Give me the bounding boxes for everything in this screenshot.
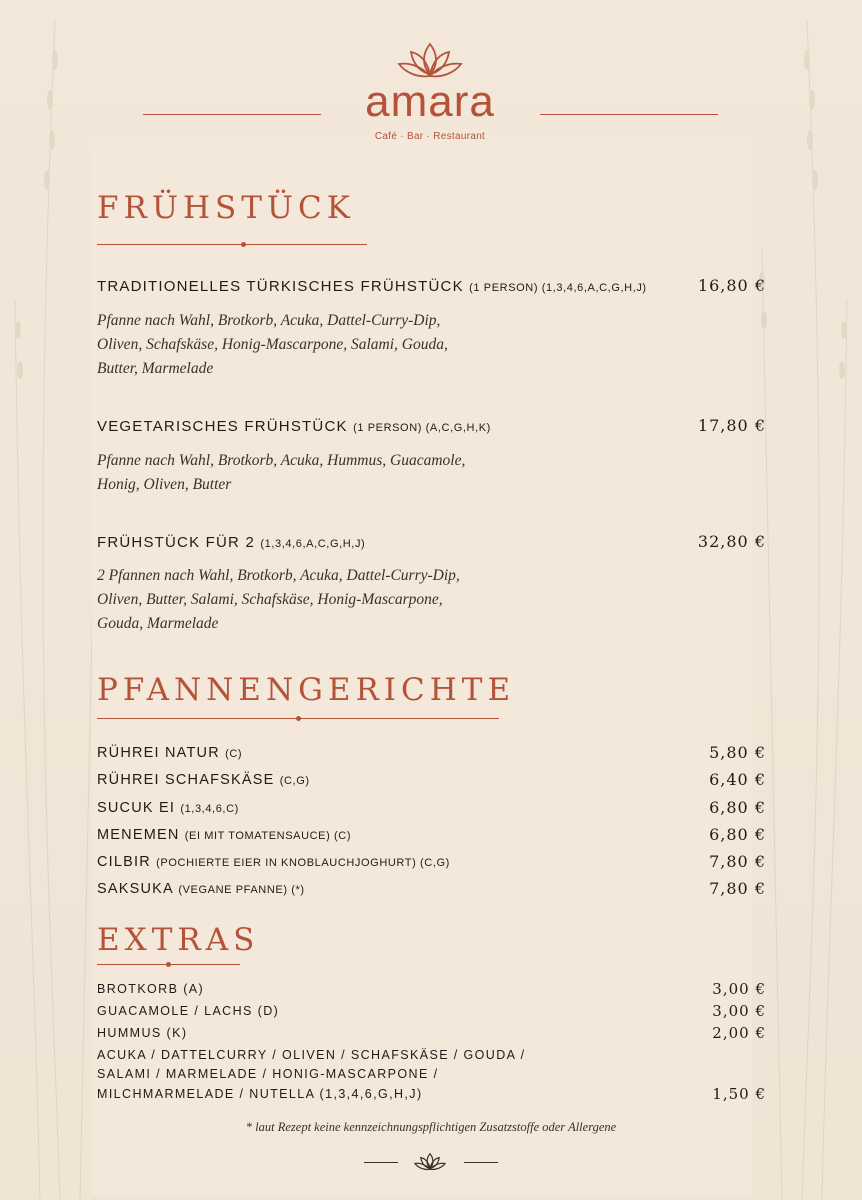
menu-item-name: MENEMEN (EI MIT TOMATENSAUCE) (C) — [97, 827, 352, 843]
extra-item-name: SALAMI / MARMELADE / HONIG-MASCARPONE / — [97, 1067, 439, 1081]
footer-rule-right — [464, 1162, 498, 1163]
menu-item-note: (C) — [225, 748, 243, 760]
menu-item-note: (1 PERSON) (A,C,G,H,K) — [353, 422, 491, 434]
section-rule — [97, 244, 367, 245]
menu-item-note: (1 PERSON) (1,3,4,6,A,C,G,H,J) — [469, 282, 647, 294]
menu-item-price: 7,80 € — [709, 852, 766, 871]
menu-item-price: 32,80 € — [697, 532, 766, 551]
footer-rule-left — [364, 1162, 398, 1163]
section-title-fruehstueck: FRÜHSTÜCK — [97, 190, 355, 226]
menu-item-name: RÜHREI SCHAFSKÄSE (C,G) — [97, 772, 310, 788]
extra-item-name: ACUKA / DATTELCURRY / OLIVEN / SCHAFSKÄSE / GOUDA / — [97, 1048, 526, 1062]
menu-item-description: 2 Pfannen nach Wahl, Brotkorb, Acuka, Dattel-Curry-Dip, Oliven, Butter, Salami, Schafskäse, Honig-Mascarpone, Gouda, Marmelade — [97, 567, 460, 632]
section-rule-dot — [241, 242, 246, 247]
menu-item-price: 6,80 € — [709, 825, 766, 844]
menu-item-description: Pfanne nach Wahl, Brotkorb, Acuka, Dattel-Curry-Dip, Oliven, Schafskäse, Honig-Mascarpone, Salami, Gouda, Butter, Marmelade — [97, 312, 448, 377]
extra-item-price: 3,00 € — [712, 1002, 766, 1020]
brand-subtitle: Café · Bar · Restaurant — [374, 131, 486, 142]
brand-name: amara — [365, 77, 495, 126]
extra-item-name: GUACAMOLE / LACHS (D) — [97, 1004, 280, 1018]
menu-item-note: (C,G) — [279, 775, 310, 787]
section-rule-dot — [296, 716, 301, 721]
section-rule-dot — [166, 962, 171, 967]
menu-item-note: (VEGANE PFANNE) (*) — [178, 884, 305, 896]
menu-item-price: 7,80 € — [709, 879, 766, 898]
menu-item-name: VEGETARISCHES FRÜHSTÜCK (1 PERSON) (A,C,G,H,K) — [97, 418, 491, 435]
allergen-footnote: * laut Rezept keine kennzeichnungspflichtigen Zusatzstoffe oder Allergene — [245, 1120, 617, 1134]
menu-item-note: (EI MIT TOMATENSAUCE) (C) — [184, 830, 352, 842]
section-title-pfannengerichte: PFANNENGERICHTE — [97, 672, 516, 708]
menu-item-name: RÜHREI NATUR (C) — [97, 745, 243, 761]
menu-item-price: 16,80 € — [697, 276, 766, 295]
extra-item-price: 2,00 € — [712, 1024, 766, 1042]
menu-item-name: FRÜHSTÜCK FÜR 2 (1,3,4,6,A,C,G,H,J) — [97, 534, 366, 551]
menu-item-note: (POCHIERTE EIER IN KNOBLAUCHJOGHURT) (C,G) — [156, 857, 450, 869]
menu-item-name: SAKSUKA (VEGANE PFANNE) (*) — [97, 881, 305, 897]
lotus-icon — [395, 40, 465, 82]
extra-item-name: BROTKORB (A) — [97, 982, 205, 996]
extra-item-price: 3,00 € — [712, 980, 766, 998]
menu-item-note: (1,3,4,6,A,C,G,H,J) — [260, 538, 366, 550]
menu-item-name: SUCUK EI (1,3,4,6,C) — [97, 800, 239, 816]
menu-item-price: 17,80 € — [697, 416, 766, 435]
menu-item-price: 6,40 € — [709, 770, 766, 789]
extra-item-name: HUMMUS (K) — [97, 1026, 188, 1040]
logo-rule-left — [143, 114, 321, 115]
menu-item-description: Pfanne nach Wahl, Brotkorb, Acuka, Hummus, Guacamole, Honig, Oliven, Butter — [97, 452, 466, 493]
menu-item-name: TRADITIONELLES TÜRKISCHES FRÜHSTÜCK (1 PERSON) (1,3,4,6,A,C,G,H,J) — [97, 278, 647, 295]
extra-item-price: 1,50 € — [712, 1085, 766, 1103]
menu-item-note: (1,3,4,6,C) — [180, 803, 239, 815]
menu-item-price: 6,80 € — [709, 798, 766, 817]
logo-rule-right — [540, 114, 718, 115]
extra-item-name: MILCHMARMELADE / NUTELLA (1,3,4,6,G,H,J) — [97, 1087, 423, 1101]
menu-item-price: 5,80 € — [709, 743, 766, 762]
lotus-icon — [413, 1151, 447, 1173]
section-title-extras: EXTRAS — [97, 922, 260, 958]
menu-item-name: CILBIR (POCHIERTE EIER IN KNOBLAUCHJOGHURT) (C,G) — [97, 854, 450, 870]
grass-decoration-right — [742, 0, 862, 1200]
